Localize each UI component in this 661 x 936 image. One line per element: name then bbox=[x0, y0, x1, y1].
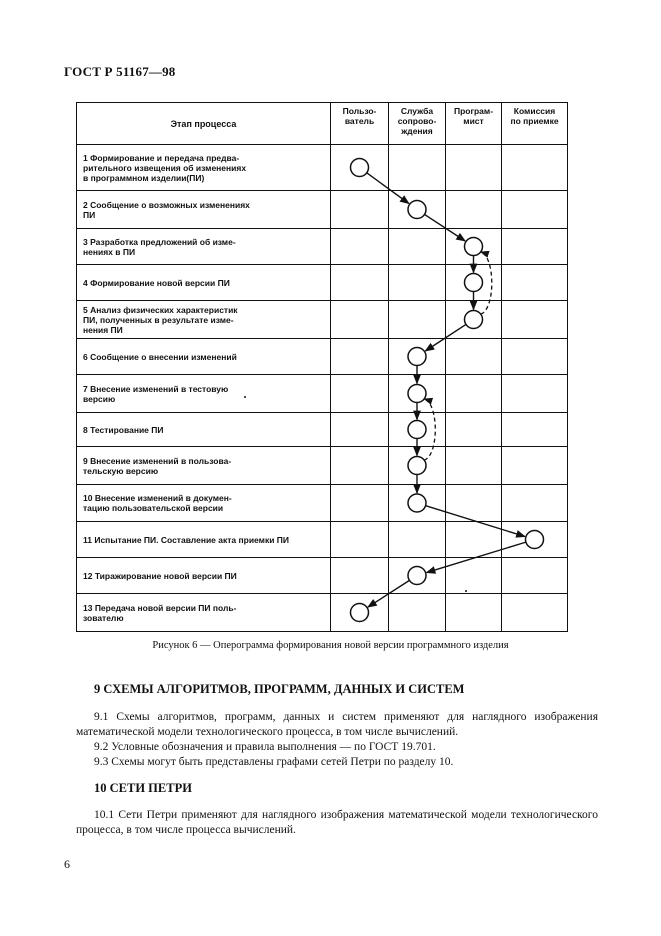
standard-header: ГОСТ Р 51167—98 bbox=[64, 64, 176, 79]
stray-mark bbox=[244, 396, 246, 398]
table-row bbox=[77, 594, 568, 632]
page-number: 6 bbox=[64, 857, 70, 871]
stage-label: 13 Передача новой версии ПИ поль- зователю bbox=[77, 594, 331, 632]
role-header-user: Пользо- ватель bbox=[331, 103, 389, 145]
figure-caption: Рисунок 6 — Оперограмма формирования новой версии программного изделия bbox=[152, 640, 509, 651]
table-row bbox=[77, 375, 568, 413]
stage-label: 8 Тестирование ПИ bbox=[77, 413, 331, 447]
table-row bbox=[77, 485, 568, 522]
role-header-support: Служба сопрово- ждения bbox=[389, 103, 446, 145]
paragraph-10-1: 10.1 Сети Петри применяют для наглядного изображения математической модели технологического процесса, в том числе процесса вычислений. bbox=[76, 809, 598, 836]
operogram-table bbox=[76, 102, 568, 632]
stage-label: 12 Тиражирование новой версии ПИ bbox=[77, 558, 331, 594]
paragraph-9-3: 9.3 Схемы могут быть представлены графами сетей Петри по разделу 10. bbox=[94, 756, 454, 768]
section-9-text bbox=[76, 710, 598, 770]
stage-label: 1 Формирование и передача предва- рительного извещения об изменениях в программном изделии(ПИ) bbox=[77, 145, 331, 191]
section-9-title: 9 СХЕМЫ АЛГОРИТМОВ, ПРОГРАММ, ДАННЫХ И СИСТЕМ bbox=[94, 682, 465, 696]
table-row bbox=[77, 229, 568, 265]
stage-label: 6 Сообщение о внесении изменений bbox=[77, 339, 331, 375]
stage-label: 4 Формирование новой версии ПИ bbox=[77, 265, 331, 301]
paragraph-9-2: 9.2 Условные обозначения и правила выполнения — по ГОСТ 19.701. bbox=[94, 741, 436, 753]
table-row bbox=[77, 145, 568, 191]
stage-label: 9 Внесение изменений в пользова- тельскую версию bbox=[77, 447, 331, 485]
stage-label: 5 Анализ физических характеристик ПИ, полученных в результате изме- нения ПИ bbox=[77, 301, 331, 339]
table-row bbox=[77, 447, 568, 485]
section-10-text bbox=[76, 808, 598, 838]
stray-mark bbox=[465, 590, 467, 592]
table-row bbox=[77, 191, 568, 229]
stage-column-header: Этап процесса bbox=[77, 103, 331, 145]
table-row bbox=[77, 339, 568, 375]
stage-label: 10 Внесение изменений в докумен- тацию пользовательской версии bbox=[77, 485, 331, 522]
stage-label: 7 Внесение изменений в тестовую версию bbox=[77, 375, 331, 413]
role-header-commission: Комиссия по приемке bbox=[502, 103, 568, 145]
table-row bbox=[77, 522, 568, 558]
table-row bbox=[77, 413, 568, 447]
table-row bbox=[77, 265, 568, 301]
stage-label: 11 Испытание ПИ. Составление акта приемки ПИ bbox=[77, 522, 331, 558]
stage-label: 2 Сообщение о возможных изменениях ПИ bbox=[77, 191, 331, 229]
table-row bbox=[77, 301, 568, 339]
paragraph-9-1: 9.1 Схемы алгоритмов, программ, данных и систем применяют для наглядного изображения математической модели технологического процесса, в том числе вычислений. bbox=[76, 711, 598, 738]
role-header-programmer: Програм- мист bbox=[446, 103, 502, 145]
table-row bbox=[77, 558, 568, 594]
stage-label: 3 Разработка предложений об изме- нениях в ПИ bbox=[77, 229, 331, 265]
section-10-title: 10 СЕТИ ПЕТРИ bbox=[94, 781, 192, 795]
